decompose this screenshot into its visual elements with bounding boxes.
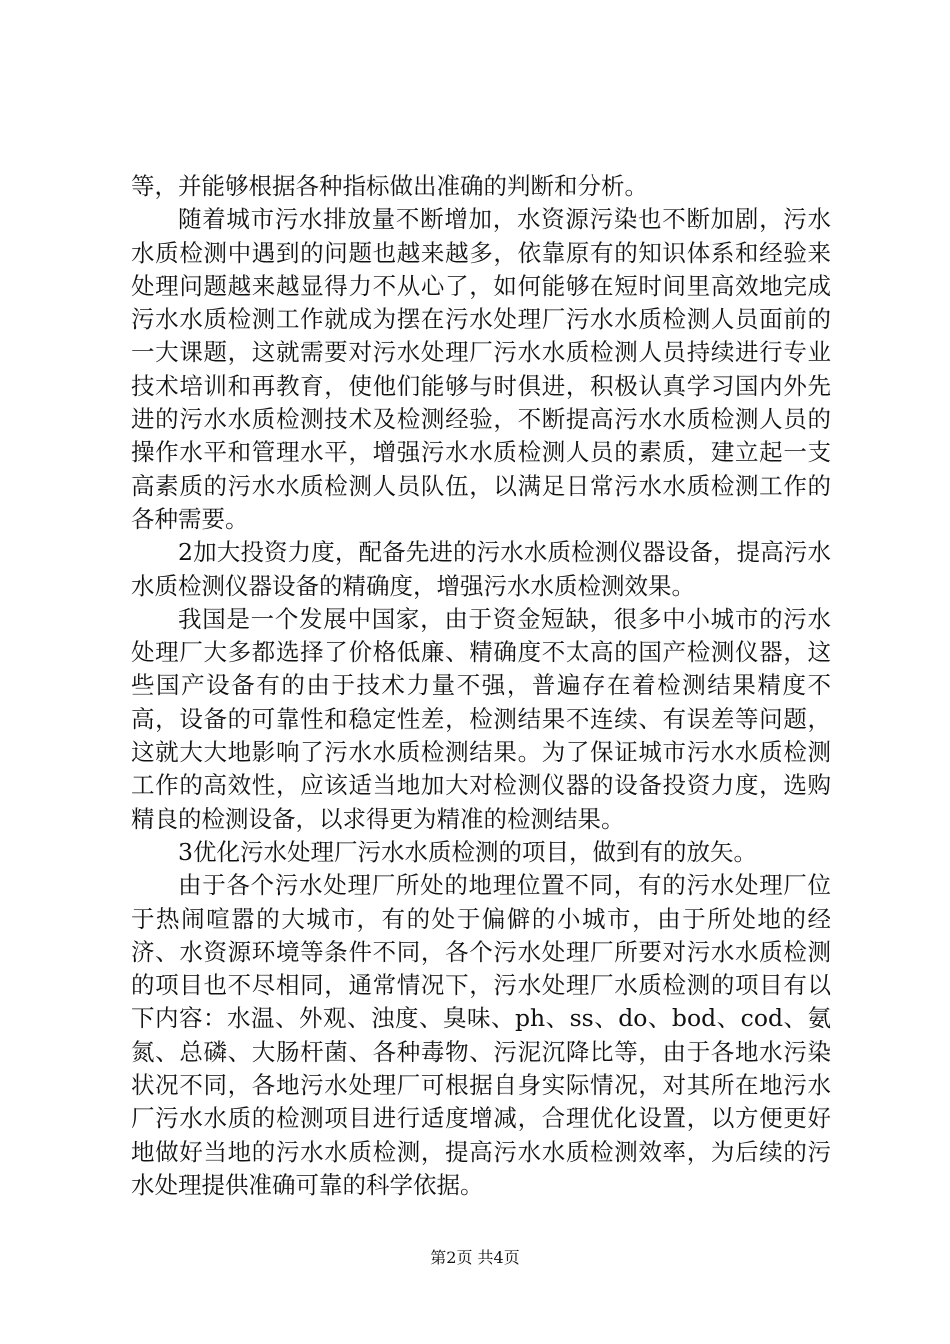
page-number-footer: 第2页 共4页 [430,1248,520,1267]
paragraph-equipment: 我国是一个发展中国家，由于资金短缺，很多中小城市的污水处理厂大多都选择了价格低廉、精确度不太高的国产检测仪器，这些国产设备有的由于技术力量不强，普遍存在着检测结果精度不高，设备的可靠性和稳定性差，检测结果不连续、有误差等问题，这就大大地影响了污水水质检测结果。为了保证城市污水水质检测工作的高效性，应该适当地加大对检测仪器的设备投资力度，选购精良的检测设备，以求得更为精准的检测结果。 [131,604,831,833]
paragraph-test-items: 由于各个污水处理厂所处的地理位置不同，有的污水处理厂位于热闹喧嚣的大城市，有的处于偏僻的小城市，由于所处地的经济、水资源环境等条件不同，各个污水处理厂所要对污水水质检测的项目也不尽相同，通常情况下，污水处理厂水质检测的项目有以下内容：水温、外观、浊度、臭味、ph、ss、do、bod、cod、氨氮、总磷、大肠杆菌、各种毒物、污泥沉降比等，由于各地水污染状况不同，各地污水处理厂可根据自身实际情况，对其所在地污水厂污水水质的检测项目进行适度增减，合理优化设置，以方便更好地做好当地的污水水质检测，提高污水水质检测效率，为后续的污水处理提供准确可靠的科学依据。 [131,871,831,1199]
section-heading-3: 3优化污水处理厂污水水质检测的项目，做到有的放矢。 [178,837,757,866]
document-body [131,170,831,1202]
paragraph-continuation: 等，并能够根据各种指标做出准确的判断和分析。 [131,172,648,200]
section-heading-2: 2加大投资力度，配备先进的污水水质检测仪器设备，提高污水水质检测仪器设备的精确度，增强污水水质检测效果。 [131,538,831,600]
paragraph-training: 随着城市污水排放量不断增加，水资源污染也不断加剧，污水水质检测中遇到的问题也越来越多，依靠原有的知识体系和经验来处理问题越来越显得力不从心了，如何能够在短时间里高效地完成污水水质检测工作就成为摆在污水处理厂污水水质检测人员面前的一大课题，这就需要对污水处理厂污水水质检测人员持续进行专业技术培训和再教育，使他们能够与时俱进，积极认真学习国内外先进的污水水质检测技术及检测经验，不断提高污水水质检测人员的操作水平和管理水平，增强污水水质检测人员的素质，建立起一支高素质的污水水质检测人员队伍，以满足日常污水水质检测工作的各种需要。 [131,205,831,533]
